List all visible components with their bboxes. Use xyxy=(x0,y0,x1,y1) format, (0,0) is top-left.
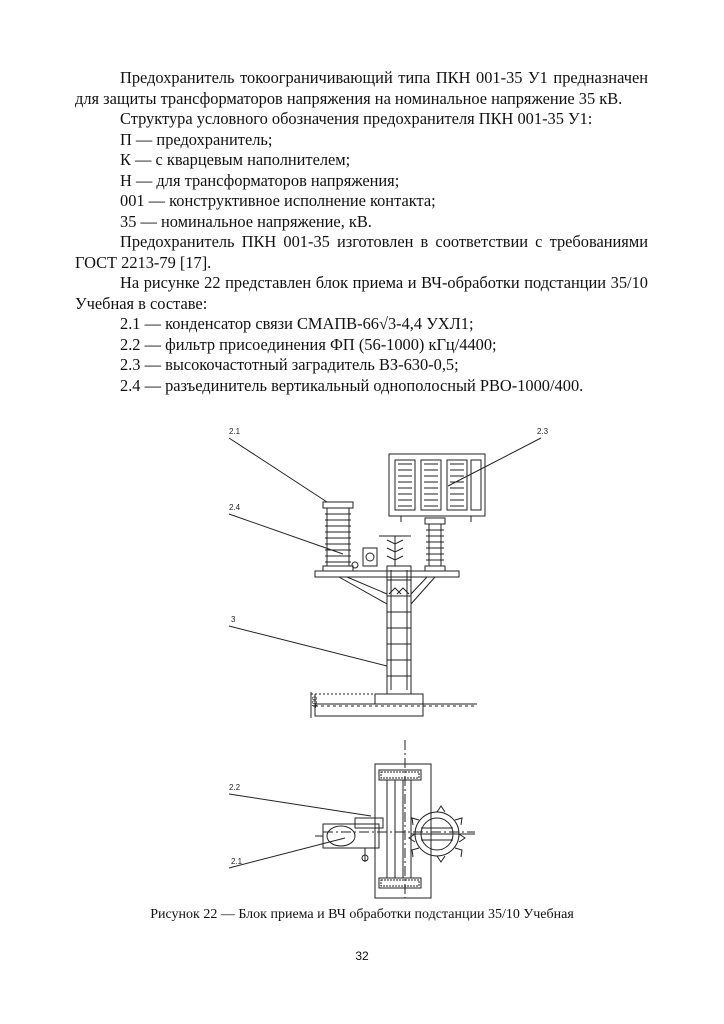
page-number: 32 xyxy=(355,949,369,963)
disconnector-drawing xyxy=(352,536,411,568)
support-insulator-drawing xyxy=(425,518,445,571)
callout-2-1-bottom: 2.1 xyxy=(231,857,243,866)
list-item: 35 — номинальное напряжение, кВ. xyxy=(120,211,372,231)
foundation-drawing xyxy=(311,694,477,716)
callout-2-4: 2.4 xyxy=(229,503,241,512)
figure-caption: Рисунок 22 — Блок приема и ВЧ обработки подстанции 35/10 Учебная xyxy=(150,907,574,922)
body-text xyxy=(75,68,648,396)
plan-view-drawing xyxy=(315,764,475,898)
hf-trap-drawing xyxy=(389,454,485,522)
paragraph-designation-structure: Структура условного обозначения предохранителя ПКН 001-35 У1: xyxy=(120,109,593,128)
paragraph-figure-intro: На рисунке 22 представлен блок приема и ВЧ-обработки подстанции 35/10 Учебная в составе: xyxy=(75,273,648,313)
callout-2-1-top: 2.1 xyxy=(229,427,241,436)
substation-block-drawing xyxy=(215,418,549,898)
dimension-label: 400 xyxy=(312,696,319,708)
list-item: Н — для трансформаторов напряжения; xyxy=(120,170,400,190)
paragraph-fuse-purpose: Предохранитель токоограничивающий типа ПКН 001-35 У1 предназначен для защиты трансформаторов напряжения на номинальное напряжение 35 кВ. xyxy=(75,68,648,108)
paragraph-standard: Предохранитель ПКН 001-35 изготовлен в соответствии с требованиями ГОСТ 2213-79 [17]. xyxy=(75,232,648,272)
list-item: 2.4 — разъединитель вертикальный однополосный РВО-1000/400. xyxy=(120,375,584,395)
list-item: П — предохранитель; xyxy=(120,129,273,149)
callout-3: 3 xyxy=(231,615,236,624)
leader-line xyxy=(229,438,327,502)
support-mast-drawing xyxy=(387,566,411,694)
list-item: 2.1 — конденсатор связи СМАПВ-66√3-4,4 УХЛ1; xyxy=(120,314,474,333)
leader-line xyxy=(229,626,387,666)
callout-2-3: 2.3 xyxy=(537,427,549,436)
list-item: К — с кварцевым наполнителем; xyxy=(120,150,351,169)
leader-line xyxy=(229,838,345,868)
list-item: 001 — конструктивное исполнение контакта; xyxy=(120,191,436,210)
leader-line xyxy=(448,438,541,486)
leader-line xyxy=(229,794,371,816)
coupling-capacitor-drawing xyxy=(323,502,353,571)
list-item: 2.2 — фильтр присоединения ФП (56-1000) кГц/4400; xyxy=(120,334,497,354)
callout-2-2: 2.2 xyxy=(229,783,241,792)
list-item: 2.3 — высокочастотный заградитель ВЗ-630-0,5; xyxy=(120,355,459,374)
